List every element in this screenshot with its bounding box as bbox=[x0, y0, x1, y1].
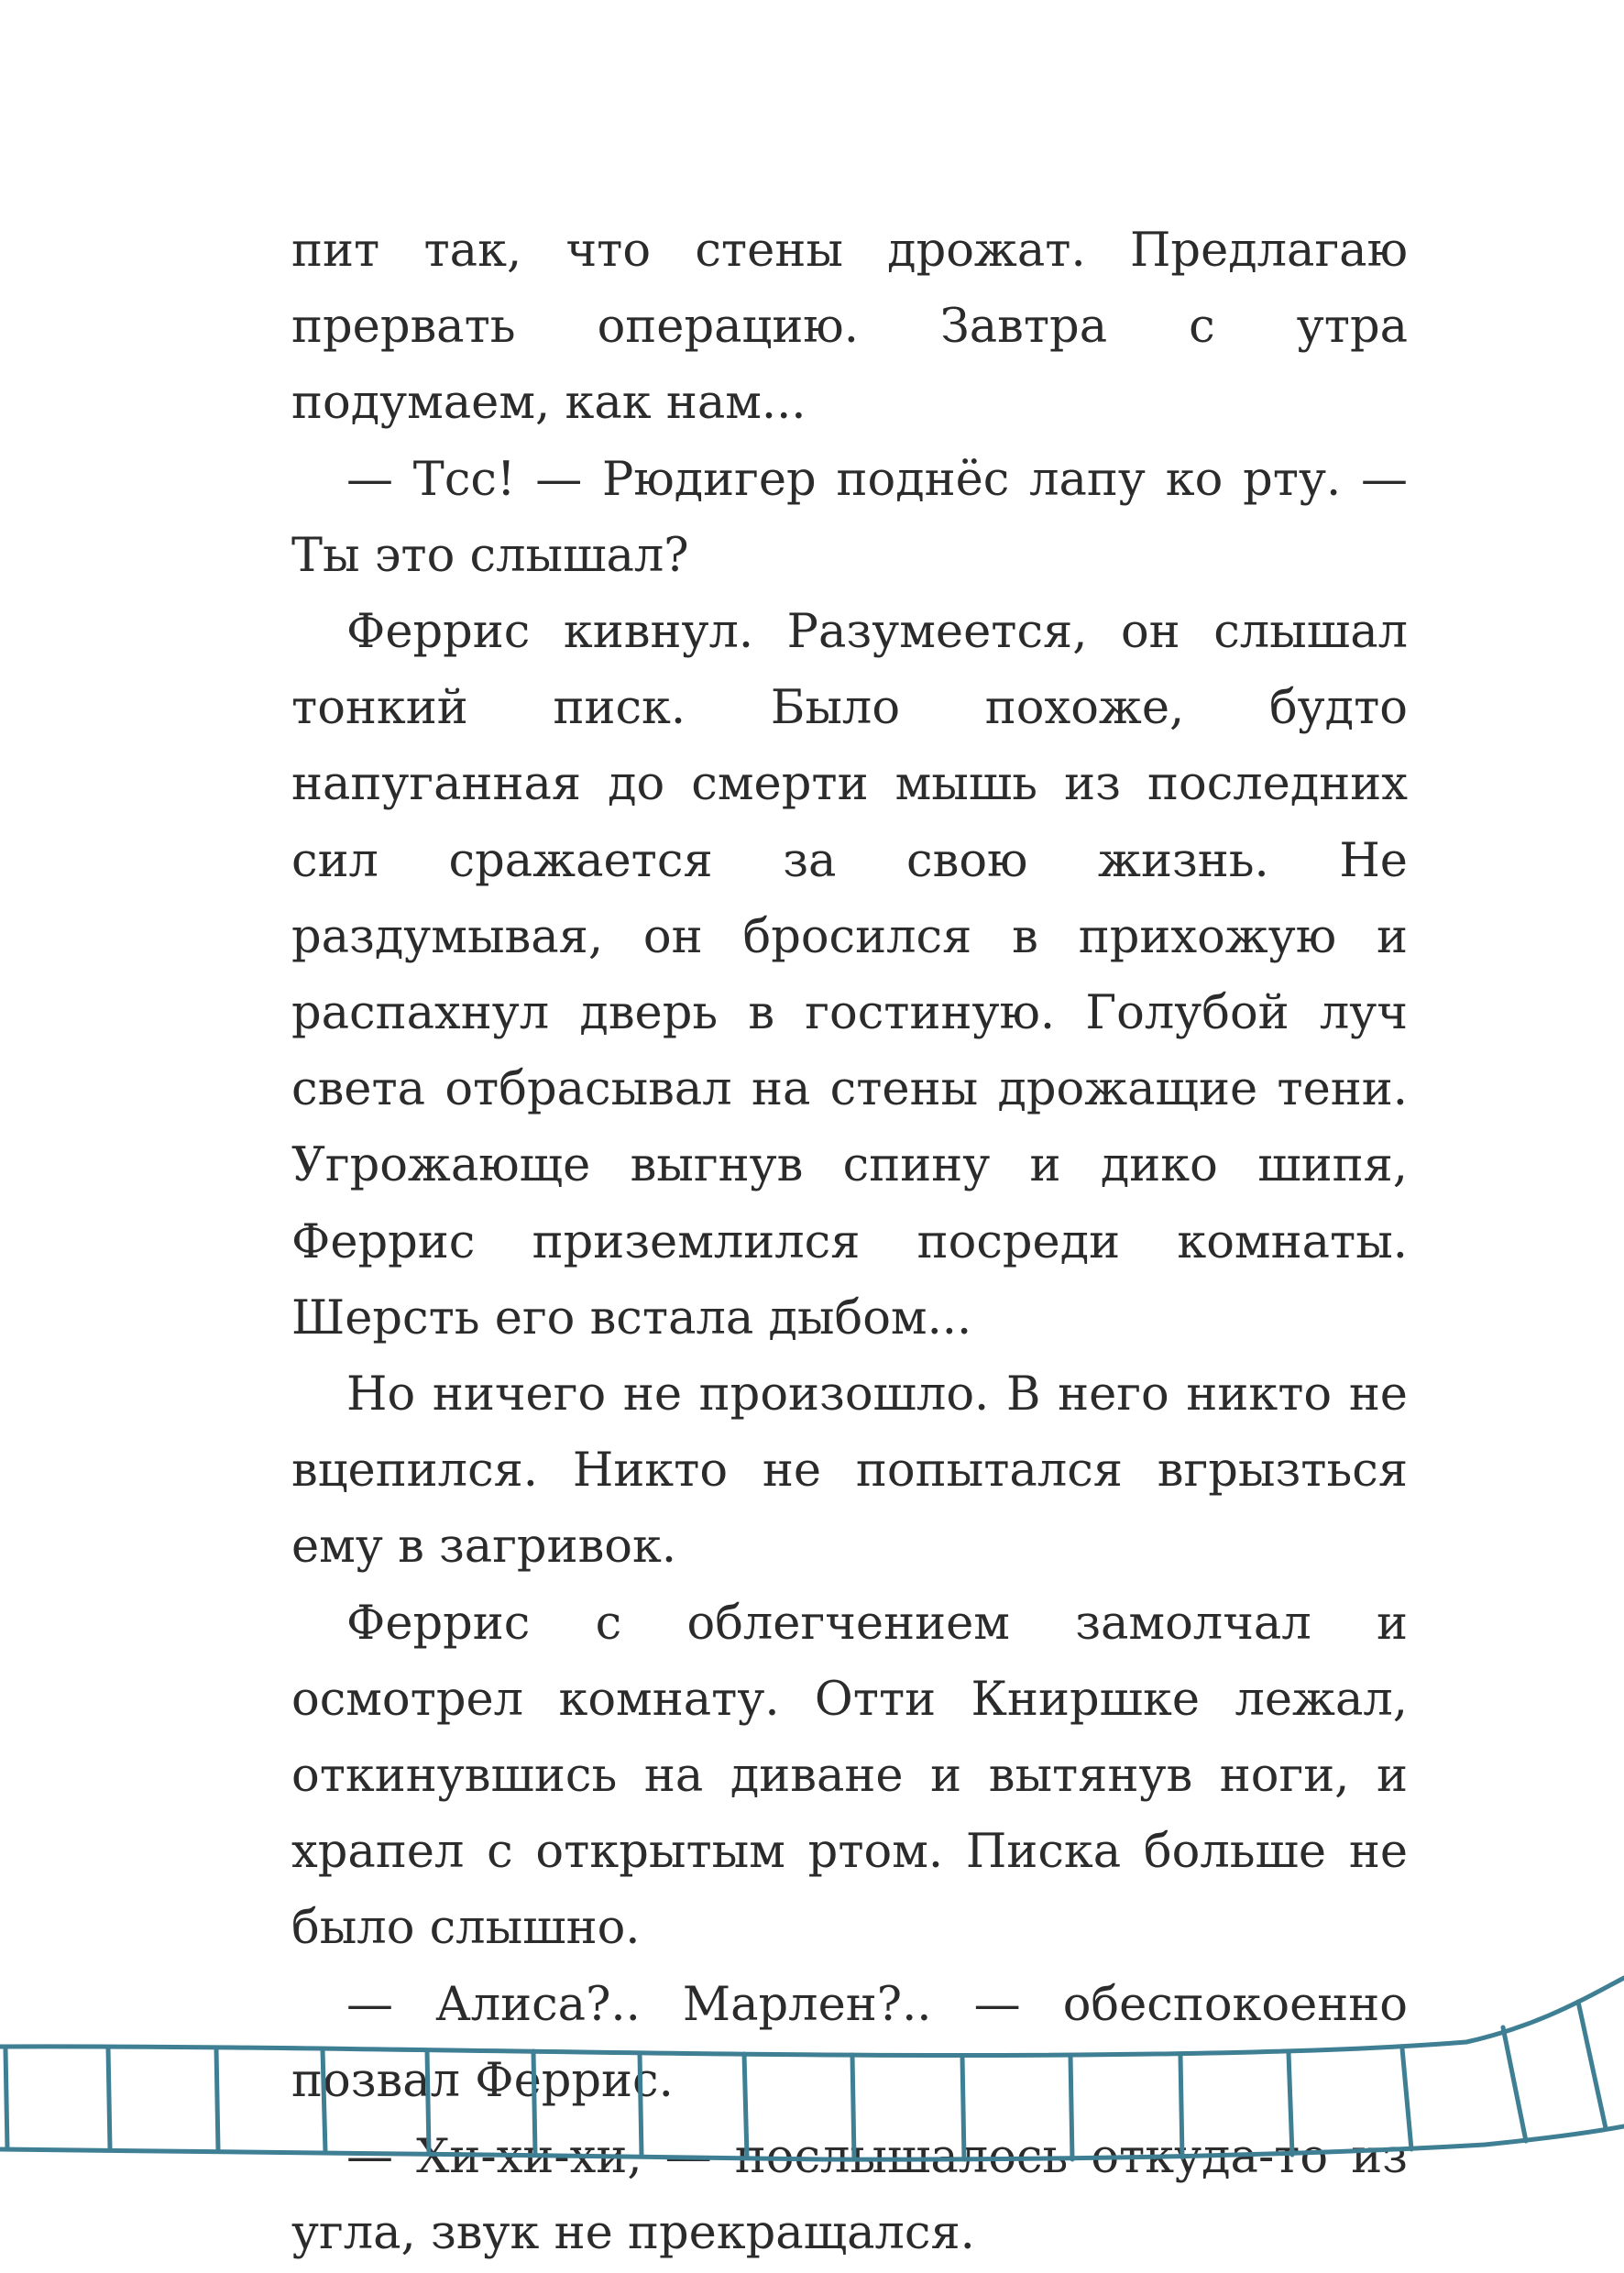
ladder-rung bbox=[533, 2051, 535, 2155]
ladder-rung bbox=[427, 2050, 429, 2153]
ladder-rung bbox=[1578, 2002, 1606, 2128]
ladder-rung bbox=[962, 2056, 964, 2159]
ladder-top-rail bbox=[0, 1978, 1624, 2055]
paragraph-7: — Хи-хи-хи, — послышалось откуда-то из угла, звук не прекращался. bbox=[291, 2130, 1408, 2261]
paragraph-5: Феррис с облегчением замолчал и осмотрел комнату. Отти Книршке лежал, откинувшись на диване и вытянув ноги, и храпел с открытым ртом. Писка больше не было слышно. bbox=[291, 1596, 1408, 1956]
ladder-rung bbox=[744, 2054, 747, 2158]
ladder-rung bbox=[640, 2053, 642, 2156]
ladder-rung bbox=[1070, 2056, 1072, 2159]
paragraph-3: Феррис кивнул. Разумеется, он слышал тонкий писк. Было похоже, будто напуганная до смерти мышь из последних сил сражается за свою жизнь. Не раздумывая, он бросился в прихожую и распахнул дверь в гостиную. Голубой луч света отбрасывал на стены дрожащие тени. Угрожающе выгнув спину и дико шипя, Феррис приземлился посреди комнаты. Шерсть его встала дыбом... bbox=[291, 605, 1408, 1345]
paragraph-2: — Тсс! — Рюдигер поднёс лапу ко рту. — Ты это слышал? bbox=[291, 452, 1408, 583]
ladder-rung bbox=[1289, 2053, 1292, 2155]
ladder-rung bbox=[5, 2049, 7, 2149]
ladder-rung bbox=[1402, 2048, 1411, 2149]
paragraph-4: Но ничего не произошло. В него никто не вцепился. Никто не попытался вгрызться ему в загривок. bbox=[291, 1367, 1408, 1575]
ladder-rung bbox=[852, 2055, 854, 2159]
ladder-rung bbox=[323, 2049, 325, 2152]
ladder-bottom-rail bbox=[0, 2126, 1624, 2159]
ladder-rung bbox=[108, 2048, 110, 2149]
paragraph-6: — Алиса?.. Марлен?.. — обеспокоенно позвал Феррис. bbox=[291, 1977, 1408, 2108]
paragraph-1: пит так, что стены дрожат. Предлагаю прервать операцию. Завтра с утра подумаем, как нам... bbox=[291, 224, 1408, 431]
body-text bbox=[291, 213, 1408, 2271]
ladder-rung bbox=[216, 2048, 218, 2150]
ladder-border-decoration bbox=[0, 1971, 1624, 2273]
ladder-rung bbox=[1503, 2027, 1526, 2141]
ladder-rung bbox=[1180, 2056, 1182, 2158]
